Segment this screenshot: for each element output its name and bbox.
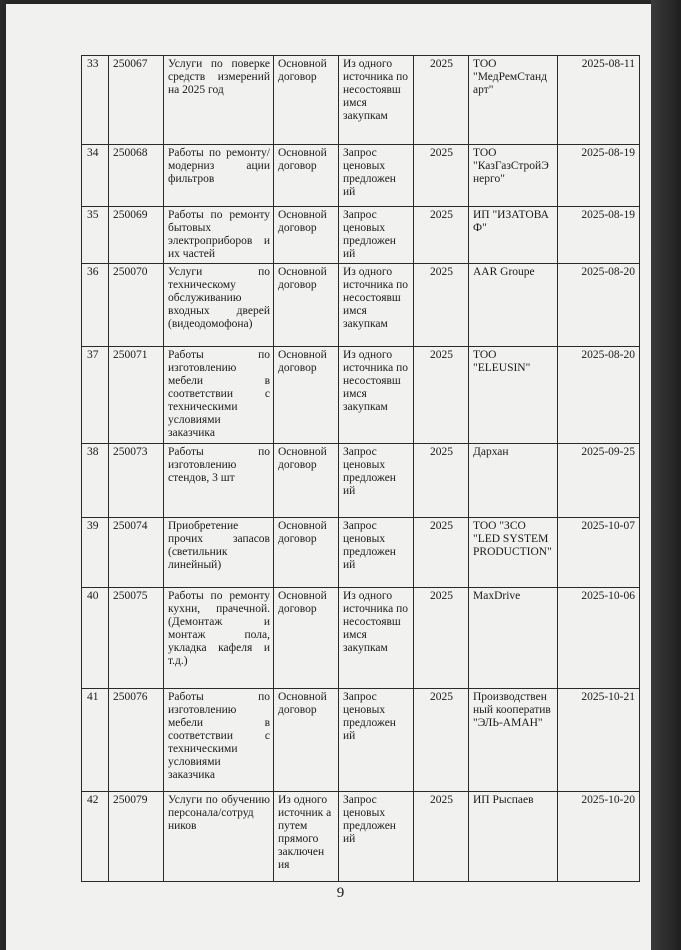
procurement-table: [81, 55, 640, 882]
procurement-method-cell: Запрос ценовых предложен ий: [339, 145, 414, 207]
item-name-cell: Работы по изготовлению мебели в соответствии с техническими условиями заказчика: [164, 689, 274, 792]
contract-type-cell: Основной договор: [274, 689, 339, 792]
table-row: [82, 444, 640, 518]
table-row: [82, 792, 640, 882]
row-number-cell: 35: [82, 207, 109, 264]
contract-type-cell: Из одного источник а путем прямого заключен ия: [274, 792, 339, 882]
procurement-method-cell: Запрос ценовых предложен ий: [339, 689, 414, 792]
procurement-code-cell: 250074: [109, 518, 164, 588]
supplier-cell: ТОО "МедРемСтанд арт": [469, 56, 558, 145]
procurement-method-cell: Запрос ценовых предложен ий: [339, 444, 414, 518]
date-cell: 2025-09-25: [558, 444, 640, 518]
page-edge-shadow: [651, 0, 681, 950]
row-number-cell: 37: [82, 347, 109, 444]
procurement-code-cell: 250071: [109, 347, 164, 444]
supplier-cell: Дархан: [469, 444, 558, 518]
date-cell: 2025-08-20: [558, 264, 640, 347]
table-row: [82, 518, 640, 588]
item-name-cell: Работы по ремонту/модерниз ации фильтров: [164, 145, 274, 207]
table-row: [82, 689, 640, 792]
year-cell: 2025: [414, 145, 469, 207]
item-name-cell: Услуги по обучению персонала/сотруд ников: [164, 792, 274, 882]
date-cell: 2025-10-21: [558, 689, 640, 792]
procurement-method-cell: Запрос ценовых предложен ий: [339, 207, 414, 264]
supplier-cell: MaxDrive: [469, 588, 558, 689]
date-cell: 2025-10-20: [558, 792, 640, 882]
contract-type-cell: Основной договор: [274, 347, 339, 444]
row-number-cell: 38: [82, 444, 109, 518]
procurement-method-cell: Запрос ценовых предложен ий: [339, 518, 414, 588]
procurement-code-cell: 250079: [109, 792, 164, 882]
table-row: [82, 207, 640, 264]
item-name-cell: Приобретение прочих запасов (светильник линейный): [164, 518, 274, 588]
row-number-cell: 34: [82, 145, 109, 207]
supplier-cell: AAR Groupe: [469, 264, 558, 347]
procurement-code-cell: 250073: [109, 444, 164, 518]
supplier-cell: ИП Рыспаев: [469, 792, 558, 882]
supplier-cell: ТОО "ELEUSIN": [469, 347, 558, 444]
row-number-cell: 42: [82, 792, 109, 882]
row-number-cell: 40: [82, 588, 109, 689]
year-cell: 2025: [414, 444, 469, 518]
table-row: [82, 56, 640, 145]
contract-type-cell: Основной договор: [274, 264, 339, 347]
table-row: [82, 264, 640, 347]
table-row: [82, 347, 640, 444]
procurement-method-cell: Из одного источника по несостоявш имся закупкам: [339, 56, 414, 145]
table-row: [82, 588, 640, 689]
procurement-code-cell: 250070: [109, 264, 164, 347]
year-cell: 2025: [414, 588, 469, 689]
year-cell: 2025: [414, 792, 469, 882]
contract-type-cell: Основной договор: [274, 588, 339, 689]
year-cell: 2025: [414, 264, 469, 347]
year-cell: 2025: [414, 207, 469, 264]
procurement-method-cell: Из одного источника по несостоявш имся закупкам: [339, 264, 414, 347]
date-cell: 2025-08-20: [558, 347, 640, 444]
item-name-cell: Работы по ремонту кухни, прачечной. (Демонтаж и монтаж пола, укладка кафеля и т.д.): [164, 588, 274, 689]
procurement-method-cell: Запрос ценовых предложен ий: [339, 792, 414, 882]
procurement-code-cell: 250076: [109, 689, 164, 792]
item-name-cell: Работы по изготовлению стендов, 3 шт: [164, 444, 274, 518]
supplier-cell: ТОО "КазГазСтройЭ нерго": [469, 145, 558, 207]
row-number-cell: 39: [82, 518, 109, 588]
supplier-cell: ИП "ИЗАТОВА Ф": [469, 207, 558, 264]
date-cell: 2025-10-07: [558, 518, 640, 588]
item-name-cell: Работы по ремонту бытовых электроприборов и их частей: [164, 207, 274, 264]
supplier-cell: ТОО "ЗСО "LED SYSTEM PRODUCTION": [469, 518, 558, 588]
item-name-cell: Услуги по техническому обслуживанию входных дверей (видеодомофона): [164, 264, 274, 347]
supplier-cell: Производствен ный кооператив "ЭЛЬ-АМАН": [469, 689, 558, 792]
date-cell: 2025-10-06: [558, 588, 640, 689]
year-cell: 2025: [414, 518, 469, 588]
date-cell: 2025-08-11: [558, 56, 640, 145]
date-cell: 2025-08-19: [558, 207, 640, 264]
row-number-cell: 33: [82, 56, 109, 145]
date-cell: 2025-08-19: [558, 145, 640, 207]
year-cell: 2025: [414, 689, 469, 792]
procurement-code-cell: 250068: [109, 145, 164, 207]
contract-type-cell: Основной договор: [274, 145, 339, 207]
contract-type-cell: Основной договор: [274, 518, 339, 588]
year-cell: 2025: [414, 347, 469, 444]
page-number: 9: [336, 885, 345, 901]
procurement-code-cell: 250069: [109, 207, 164, 264]
procurement-code-cell: 250067: [109, 56, 164, 145]
contract-type-cell: Основной договор: [274, 56, 339, 145]
contract-type-cell: Основной договор: [274, 207, 339, 264]
row-number-cell: 41: [82, 689, 109, 792]
procurement-code-cell: 250075: [109, 588, 164, 689]
row-number-cell: 36: [82, 264, 109, 347]
procurement-method-cell: Из одного источника по несостоявш имся закупкам: [339, 588, 414, 689]
year-cell: 2025: [414, 56, 469, 145]
procurement-method-cell: Из одного источника по несостоявш имся закупкам: [339, 347, 414, 444]
table-row: [82, 145, 640, 207]
item-name-cell: Работы по изготовлению мебели в соответствии с техническими условиями заказчика: [164, 347, 274, 444]
item-name-cell: Услуги по поверке средств измерений на 2025 год: [164, 56, 274, 145]
contract-type-cell: Основной договор: [274, 444, 339, 518]
